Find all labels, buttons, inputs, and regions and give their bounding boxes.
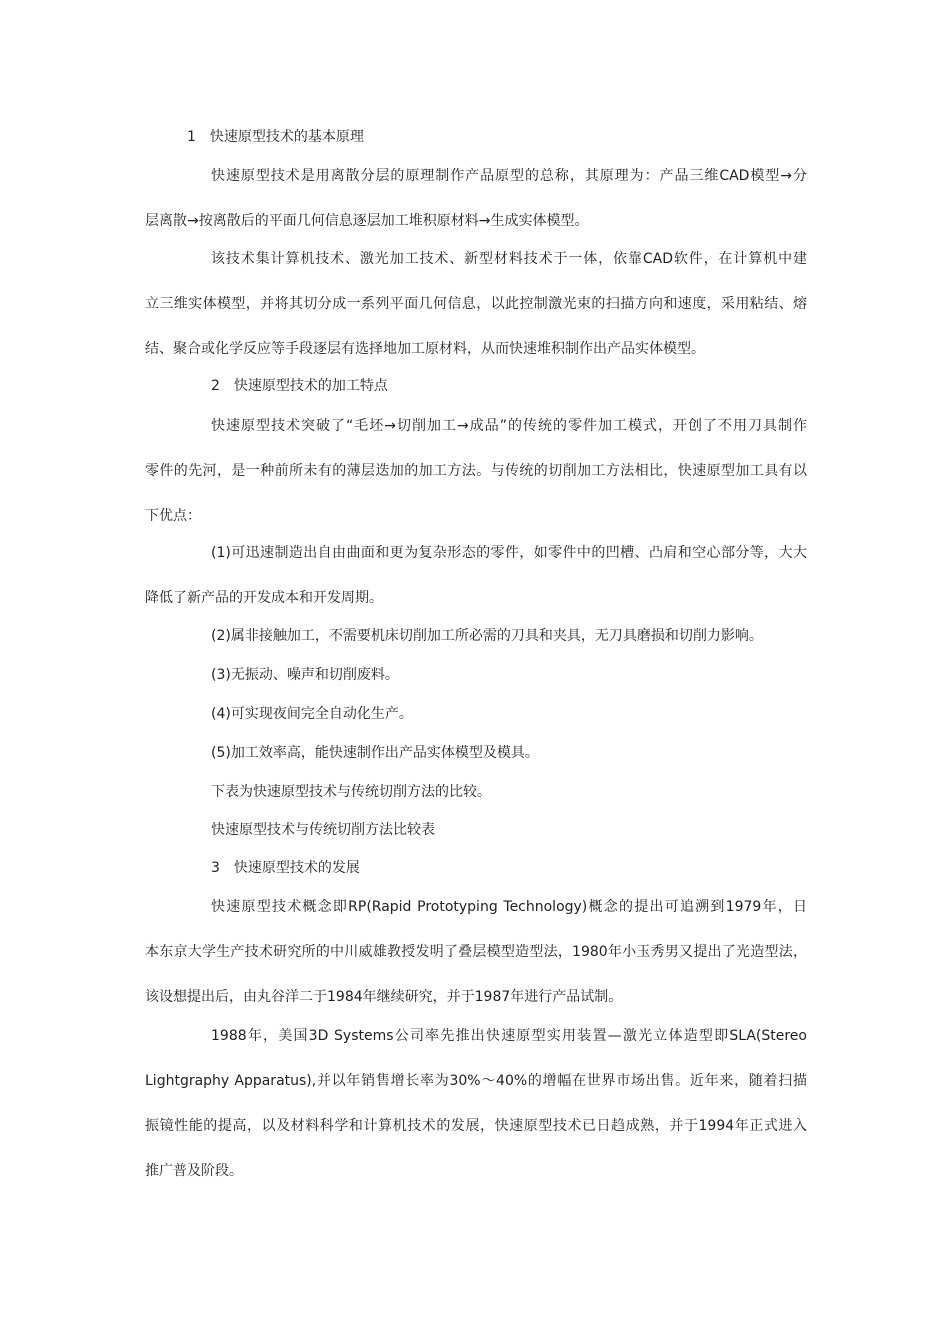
paragraph-6-line-3: 振镜性能的提高，以及材料科学和计算机技术的发展，快速原型技术已日趋成熟，并于1994年正式进入 <box>145 1118 807 1134</box>
list-item-3: (3)无振动、噪声和切削废料。 <box>211 667 399 683</box>
list-item-1-line-1: (1)可迅速制造出自由曲面和更为复杂形态的零件，如零件中的凹槽、凸肩和空心部分等，大大 <box>211 545 807 561</box>
section-2-heading: 2 快速原型技术的加工特点 <box>211 378 388 394</box>
paragraph-1-line-2: 层离散→按离散后的平面几何信息逐层加工堆积原材料→生成实体模型。 <box>145 213 589 229</box>
paragraph-3-line-1: 快速原型技术突破了“毛坯→切削加工→成品”的传统的零件加工模式，开创了不用刀具制作 <box>211 418 807 434</box>
paragraph-2-line-2: 立三维实体模型，并将其切分成一系列平面几何信息，以此控制激光束的扫描方向和速度，采用粘结、熔 <box>145 296 807 312</box>
paragraph-3-line-2: 零件的先河，是一种前所未有的薄层迭加的加工方法。与传统的切削加工方法相比，快速原型加工具有以 <box>145 463 807 479</box>
paragraph-5-line-3: 该设想提出后，由丸谷洋二于1984年继续研究，并于1987年进行产品试制。 <box>145 989 623 1005</box>
section-1-heading: 1 快速原型技术的基本原理 <box>187 129 364 145</box>
paragraph-6-line-1: 1988年，美国3D Systems公司率先推出快速原型实用装置—激光立体造型即SLA(Stereo <box>211 1028 807 1044</box>
table-caption: 快速原型技术与传统切削方法比较表 <box>211 822 435 838</box>
list-item-1-line-2: 降低了新产品的开发成本和开发周期。 <box>145 590 383 606</box>
paragraph-6-line-2: Lightgraphy Apparatus),并以年销售增长率为30%～40%的增幅在世界市场出售。近年来，随着扫描 <box>145 1073 807 1089</box>
paragraph-6-line-4: 推广普及阶段。 <box>145 1163 243 1179</box>
paragraph-3-line-3: 下优点： <box>145 508 201 524</box>
paragraph-4: 下表为快速原型技术与传统切削方法的比较。 <box>211 784 491 800</box>
paragraph-5-line-1: 快速原型技术概念即RP(Rapid Prototyping Technology)概念的提出可追溯到1979年，日 <box>211 899 807 915</box>
paragraph-5-line-2: 本东京大学生产技术研究所的中川威雄教授发明了叠层模型造型法，1980年小玉秀男又提出了光造型法， <box>145 944 807 960</box>
paragraph-2-line-1: 该技术集计算机技术、激光加工技术、新型材料技术于一体，依靠CAD软件，在计算机中建 <box>211 251 807 267</box>
paragraph-2-line-3: 结、聚合或化学反应等手段逐层有选择地加工原材料，从而快速堆积制作出产品实体模型。 <box>145 341 705 357</box>
list-item-5: (5)加工效率高，能快速制作出产品实体模型及模具。 <box>211 745 539 761</box>
list-item-2: (2)属非接触加工，不需要机床切削加工所必需的刀具和夹具，无刀具磨损和切削力影响。 <box>211 628 763 644</box>
section-3-heading: 3 快速原型技术的发展 <box>211 860 360 876</box>
list-item-4: (4)可实现夜间完全自动化生产。 <box>211 706 413 722</box>
paragraph-1-line-1: 快速原型技术是用离散分层的原理制作产品原型的总称，其原理为：产品三维CAD模型→分 <box>211 168 807 184</box>
